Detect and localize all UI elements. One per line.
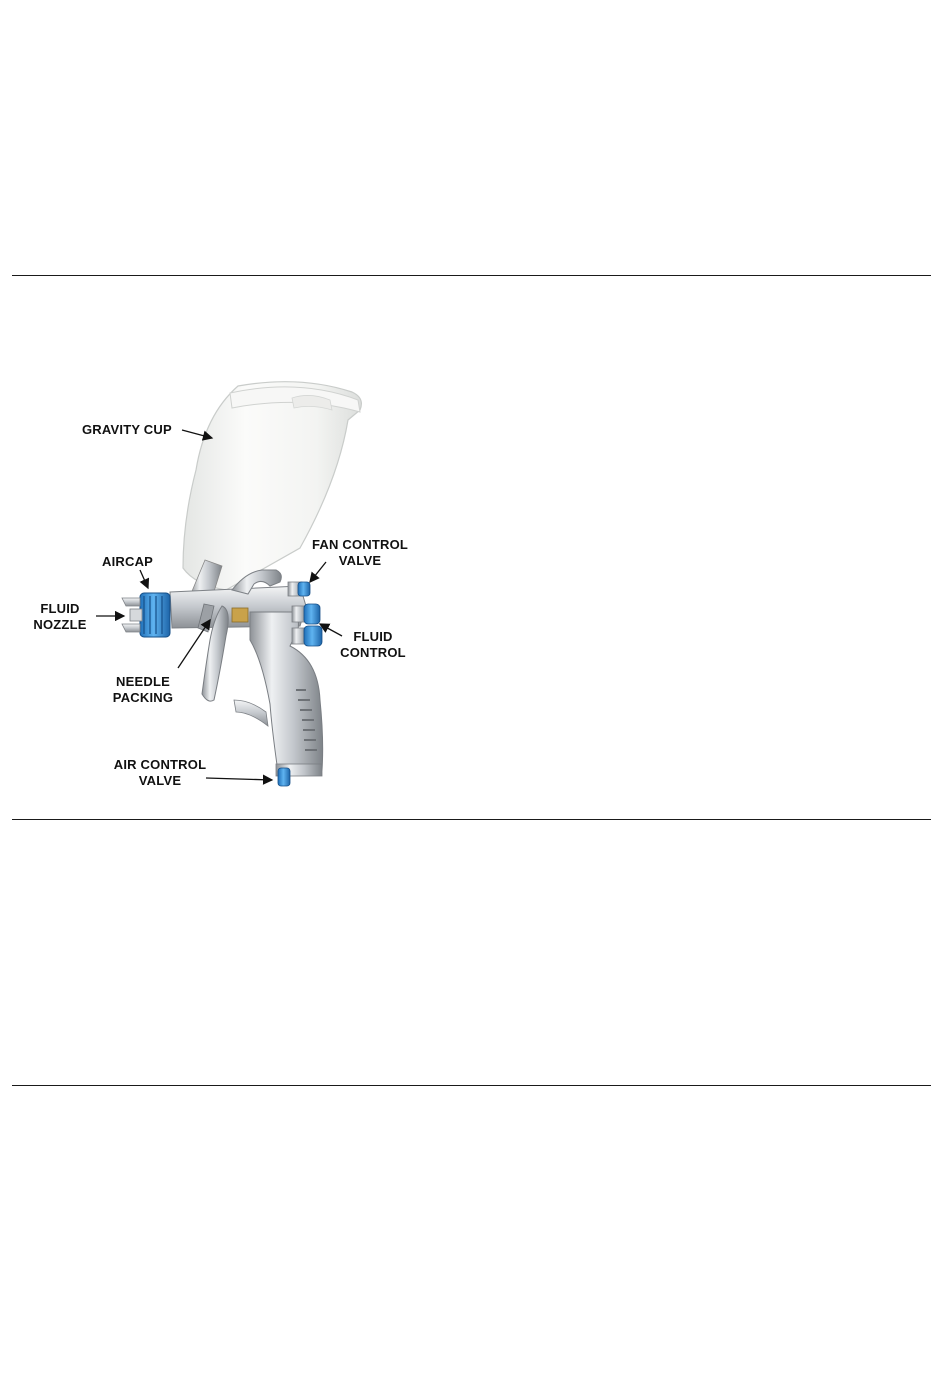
- label-air-control-valve: AIR CONTROL VALVE: [113, 757, 207, 788]
- label-fan-control-valve: FAN CONTROL VALVE: [311, 537, 409, 568]
- arrow-air-control-valve: [206, 778, 272, 780]
- label-gravity-cup: GRAVITY CUP: [82, 422, 172, 437]
- label-needle-packing: NEEDLE PACKING: [112, 674, 174, 705]
- label-aircap: AIRCAP: [102, 554, 154, 569]
- gun-body: [170, 570, 323, 776]
- label-fluid-nozzle: FLUID NOZZLE: [33, 601, 87, 632]
- aircap: [122, 593, 170, 637]
- arrow-aircap: [140, 570, 148, 588]
- label-fluid-control: FLUID CONTROL: [340, 629, 406, 660]
